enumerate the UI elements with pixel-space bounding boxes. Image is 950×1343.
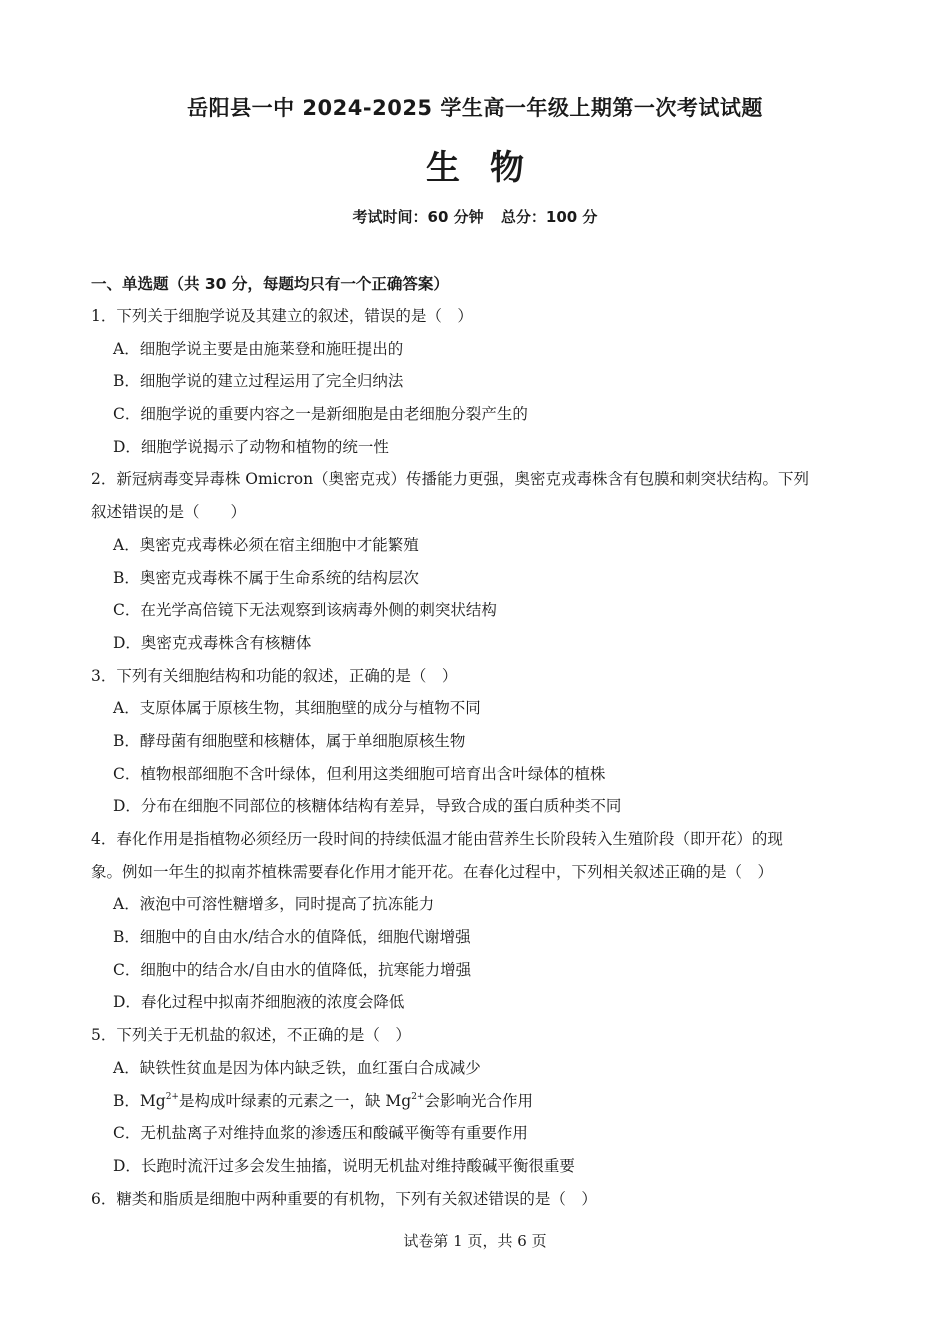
question-4-option-b: B．细胞中的自由水/结合水的值降低，细胞代谢增强 [113, 928, 471, 947]
exam-time: 考试时间：60 分钟 [352, 208, 484, 226]
exam-title: 岳阳县一中 2024-2025 学生高一年级上期第一次考试试题 [187, 96, 763, 120]
question-4-option-c: C．细胞中的结合水/自由水的值降低，抗寒能力增强 [113, 960, 472, 979]
question-2-option-d: D．奥密克戎毒株含有核糖体 [113, 633, 312, 652]
question-4-stem-line-1: 4．春化作用是指植物必须经历一段时间的持续低温才能由营养生长阶段转入生殖阶段（即开花）的现 [91, 830, 783, 848]
question-5-option-d: D．长跑时流汗过多会发生抽搐，说明无机盐对维持酸碱平衡很重要 [113, 1156, 575, 1175]
ion-charge-superscript: 2+ [165, 1091, 179, 1102]
question-2-option-c: C．在光学高倍镜下无法观察到该病毒外侧的刺突状结构 [113, 601, 497, 620]
question-3-option-b: B．酵母菌有细胞壁和核糖体，属于单细胞原核生物 [113, 731, 466, 750]
question-1-option-a: A．细胞学说主要是由施莱登和施旺提出的 [113, 339, 404, 358]
question-1-stem: 1．下列关于细胞学说及其建立的叙述，错误的是（ ） [91, 307, 473, 325]
question-6-stem: 6．糖类和脂质是细胞中两种重要的有机物，下列有关叙述错误的是（ ） [91, 1189, 597, 1208]
question-1-option-c: C．细胞学说的重要内容之一是新细胞是由老细胞分裂产生的 [113, 405, 528, 424]
question-5-stem: 5．下列关于无机盐的叙述，不正确的是（ ） [91, 1026, 411, 1045]
question-4-option-a: A．液泡中可溶性糖增多，同时提高了抗冻能力 [113, 895, 435, 914]
question-2-stem-line-2: 叙述错误的是（ ） [91, 503, 247, 522]
option-b-middle: 是构成叶绿素的元素之一，缺 Mg [178, 1091, 412, 1110]
option-b-prefix: B．Mg [113, 1091, 166, 1110]
question-3-option-c: C．植物根部细胞不含叶绿体，但利用这类细胞可培育出含叶绿体的植株 [113, 764, 606, 783]
question-2-option-b: B．奥密克戎毒株不属于生命系统的结构层次 [113, 568, 419, 587]
question-1-option-d: D．细胞学说揭示了动物和植物的统一性 [113, 437, 389, 456]
question-2-option-a: A．奥密克戎毒株必须在宿主细胞中才能繁殖 [113, 535, 419, 554]
question-1-option-b: B．细胞学说的建立过程运用了完全归纳法 [113, 372, 404, 391]
question-2-stem-line-1: 2．新冠病毒变异毒株 Omicron（奥密克戎）传播能力更强，奥密克戎毒株含有包膜和刺突状结构。下列 [91, 470, 810, 489]
exam-score: 总分：100 分 [500, 208, 598, 226]
question-4-option-d: D．春化过程中拟南芥细胞液的浓度会降低 [113, 993, 405, 1012]
question-3-option-a: A．支原体属于原核生物，其细胞壁的成分与植物不同 [113, 699, 481, 718]
question-3-stem: 3．下列有关细胞结构和功能的叙述，正确的是（ ） [91, 666, 458, 685]
option-b-suffix: 会影响光合作用 [424, 1091, 533, 1110]
question-3-option-d: D．分布在细胞不同部位的核糖体结构有差异，导致合成的蛋白质种类不同 [113, 797, 622, 816]
page-footer: 试卷第 1 页，共 6 页 [403, 1232, 547, 1250]
question-5-option-b [91, 1085, 861, 1118]
ion-charge-superscript: 2+ [411, 1091, 425, 1102]
question-4-stem-line-2: 象。例如一年生的拟南芥植株需要春化作用才能开花。在春化过程中，下列相关叙述正确的是（ ） [91, 862, 774, 881]
exam-meta [0, 206, 950, 227]
subject-title: 生物 [426, 148, 554, 188]
section-heading: 一、单选题（共 30 分，每题均只有一个正确答案） [91, 275, 449, 293]
question-list [91, 268, 861, 1215]
question-5-option-c: C．无机盐离子对维持血浆的渗透压和酸碱平衡等有重要作用 [113, 1124, 528, 1143]
question-5-option-a: A．缺铁性贫血是因为体内缺乏铁，血红蛋白合成减少 [113, 1058, 481, 1077]
